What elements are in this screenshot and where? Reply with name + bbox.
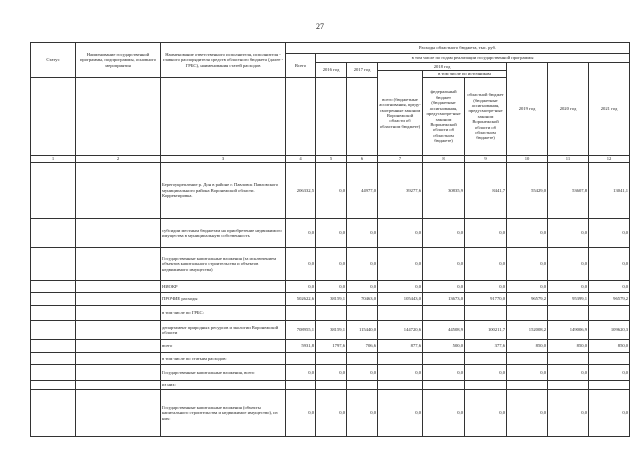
row-label: всего bbox=[161, 340, 286, 353]
table-row bbox=[31, 390, 630, 437]
table-row bbox=[31, 340, 630, 353]
column-number: 8 bbox=[423, 156, 465, 163]
value-cell: 109620,3 bbox=[589, 321, 630, 340]
value-cell: 0,0 bbox=[589, 281, 630, 293]
value-cell: 13673,0 bbox=[423, 293, 465, 306]
value-cell: 877,6 bbox=[378, 340, 423, 353]
column-number: 2 bbox=[76, 156, 161, 163]
value-cell bbox=[589, 306, 630, 321]
value-cell: 0,0 bbox=[286, 365, 316, 381]
value-cell: 708955,1 bbox=[286, 321, 316, 340]
column-number: 1 bbox=[31, 156, 76, 163]
header-total: Всего bbox=[286, 54, 316, 78]
header-year-2021: 2021 год bbox=[589, 63, 630, 156]
value-cell: 0,0 bbox=[548, 219, 589, 248]
row-label: Государственные капитальные вложения (за исключением объектов капитального строительства и объектов недвижимого имущества) bbox=[161, 248, 286, 281]
value-cell: 0,0 bbox=[423, 248, 465, 281]
value-cell: 152008,2 bbox=[507, 321, 548, 340]
value-cell: 0,0 bbox=[347, 248, 378, 281]
value-cell bbox=[347, 306, 378, 321]
value-cell: 100211,7 bbox=[465, 321, 507, 340]
value-cell: 0,0 bbox=[423, 365, 465, 381]
value-cell: 0,0 bbox=[378, 365, 423, 381]
value-cell: 105443,0 bbox=[378, 293, 423, 306]
value-cell: 0,0 bbox=[347, 390, 378, 437]
value-cell: 0,0 bbox=[507, 248, 548, 281]
value-cell: 0,0 bbox=[548, 248, 589, 281]
header-2018-federal: федеральный бюджет (бюджетные ассигнования, предусмотре-ные законом Воронежской области об областном бюджете) bbox=[423, 78, 465, 156]
column-number: 7 bbox=[378, 156, 423, 163]
value-cell bbox=[316, 381, 347, 390]
table-row bbox=[31, 293, 630, 306]
value-cell: 0,0 bbox=[347, 281, 378, 293]
value-cell bbox=[507, 381, 548, 390]
value-cell: 30835,9 bbox=[423, 163, 465, 219]
value-cell: 95399,1 bbox=[548, 293, 589, 306]
value-cell: 206332,5 bbox=[286, 163, 316, 219]
value-cell: 0,0 bbox=[465, 219, 507, 248]
column-number: 10 bbox=[507, 156, 548, 163]
value-cell: 0,0 bbox=[507, 281, 548, 293]
header-2018-regional: областной бюджет (бюджетные ассигнования, предусмотре-ные законом Воронежской области об областном бюджете) bbox=[465, 78, 507, 156]
value-cell bbox=[548, 381, 589, 390]
row-label: субсидии местным бюджетам на приобретение недвижимого имущества в муниципальную собственность bbox=[161, 219, 286, 248]
data-rows bbox=[31, 163, 630, 437]
row-label: в том числе по ГРБС: bbox=[161, 306, 286, 321]
row-label: Берегоукрепление р. Дон в районе г. Павловск Павловского муниципального района Воронежской области. Корректировка. bbox=[161, 163, 286, 219]
value-cell: 0,0 bbox=[286, 248, 316, 281]
value-cell: 0,0 bbox=[589, 248, 630, 281]
value-cell: 149006,9 bbox=[548, 321, 589, 340]
row-label: Государственные капитальные вложения (объекты капитального строительства и недвижимое имущество), из них: bbox=[161, 390, 286, 437]
value-cell: 0,0 bbox=[548, 390, 589, 437]
value-cell: 0,0 bbox=[423, 281, 465, 293]
value-cell bbox=[378, 306, 423, 321]
table-row bbox=[31, 321, 630, 340]
value-cell: 0,0 bbox=[316, 390, 347, 437]
value-cell: 0,0 bbox=[465, 365, 507, 381]
value-cell: 44977,0 bbox=[347, 163, 378, 219]
row-label: департамент природных ресурсов и экологии Воронежской области bbox=[161, 321, 286, 340]
value-cell: 38159,1 bbox=[316, 293, 347, 306]
value-cell: 0,0 bbox=[286, 219, 316, 248]
header-year-2016: 2016 год bbox=[316, 63, 347, 78]
row-label: из них: bbox=[161, 381, 286, 390]
header-status: Статус bbox=[31, 43, 76, 78]
value-cell: 144720,6 bbox=[378, 321, 423, 340]
header-executor-name: Наименование ответственного исполнителя, исполнителя - главного распорядителя средств областного бюджета (далее - ГРБС), наименования статей расходов bbox=[161, 43, 286, 78]
value-cell: 850,0 bbox=[589, 340, 630, 353]
value-cell: 850,0 bbox=[548, 340, 589, 353]
value-cell: 0,0 bbox=[316, 163, 347, 219]
value-cell: 0,0 bbox=[465, 248, 507, 281]
header-2018-sources: в том числе по источникам bbox=[423, 71, 507, 78]
value-cell bbox=[465, 306, 507, 321]
value-cell: 0,0 bbox=[589, 390, 630, 437]
value-cell: 502622,6 bbox=[286, 293, 316, 306]
value-cell: 500,0 bbox=[423, 340, 465, 353]
budget-table bbox=[30, 42, 630, 437]
value-cell: 0,0 bbox=[507, 390, 548, 437]
value-cell: 0,0 bbox=[316, 365, 347, 381]
value-cell: 91770,0 bbox=[465, 293, 507, 306]
table-row bbox=[31, 219, 630, 248]
value-cell: 0,0 bbox=[316, 219, 347, 248]
header-year-2020: 2020 год bbox=[548, 63, 589, 156]
value-cell: 96579,2 bbox=[507, 293, 548, 306]
value-cell: 0,0 bbox=[589, 365, 630, 381]
value-cell: 38159,1 bbox=[316, 321, 347, 340]
value-cell: 0,0 bbox=[286, 390, 316, 437]
value-cell bbox=[465, 353, 507, 365]
value-cell bbox=[548, 306, 589, 321]
value-cell: 0,0 bbox=[548, 365, 589, 381]
value-cell: 0,0 bbox=[347, 365, 378, 381]
value-cell: 96579,2 bbox=[589, 293, 630, 306]
value-cell bbox=[286, 353, 316, 365]
table-row bbox=[31, 163, 630, 219]
value-cell: 70463,0 bbox=[347, 293, 378, 306]
column-number: 4 bbox=[286, 156, 316, 163]
value-cell: 115440,0 bbox=[347, 321, 378, 340]
value-cell: 0,0 bbox=[286, 281, 316, 293]
value-cell bbox=[423, 353, 465, 365]
page-number: 27 bbox=[316, 22, 324, 31]
value-cell bbox=[347, 353, 378, 365]
table-row bbox=[31, 381, 630, 390]
value-cell bbox=[286, 381, 316, 390]
value-cell bbox=[316, 306, 347, 321]
header-year-2019: 2019 год bbox=[507, 63, 548, 156]
value-cell: 1797,6 bbox=[316, 340, 347, 353]
header-by-years: в том числе по годам реализации государственной программы bbox=[316, 54, 630, 63]
value-cell: 0,0 bbox=[378, 219, 423, 248]
value-cell bbox=[507, 353, 548, 365]
header-2018-all: всего (бюджетные ассигнования, преду-смотренные законом Воронежской области об областном бюджете) bbox=[378, 71, 423, 156]
row-label: ПРОЧИЕ расходы bbox=[161, 293, 286, 306]
value-cell: 0,0 bbox=[378, 390, 423, 437]
value-cell: 44508,9 bbox=[423, 321, 465, 340]
value-cell: 377,6 bbox=[465, 340, 507, 353]
value-cell: 0,0 bbox=[507, 365, 548, 381]
column-number: 3 bbox=[161, 156, 286, 163]
row-label: Государственные капитальные вложения, всего bbox=[161, 365, 286, 381]
table-row bbox=[31, 306, 630, 321]
value-cell bbox=[316, 353, 347, 365]
value-cell: 0,0 bbox=[507, 219, 548, 248]
column-number: 9 bbox=[465, 156, 507, 163]
value-cell bbox=[589, 353, 630, 365]
value-cell: 0,0 bbox=[316, 248, 347, 281]
value-cell: 5931,8 bbox=[286, 340, 316, 353]
header-program-name: Наименование государственной программы, подпрограммы, основного мероприятия bbox=[76, 43, 161, 78]
value-cell: 0,0 bbox=[465, 390, 507, 437]
value-cell: 0,0 bbox=[378, 248, 423, 281]
value-cell: 0,0 bbox=[589, 219, 630, 248]
value-cell bbox=[378, 353, 423, 365]
value-cell bbox=[589, 381, 630, 390]
header-expenses-title: Расходы областного бюджета, тыс. руб. bbox=[286, 43, 630, 54]
value-cell: 0,0 bbox=[316, 281, 347, 293]
table-row bbox=[31, 248, 630, 281]
value-cell: 850,0 bbox=[507, 340, 548, 353]
value-cell bbox=[423, 306, 465, 321]
value-cell: 0,0 bbox=[347, 219, 378, 248]
value-cell: 53607,8 bbox=[548, 163, 589, 219]
value-cell bbox=[378, 381, 423, 390]
header-year-2017: 2017 год bbox=[347, 63, 378, 78]
row-label: НИОКР bbox=[161, 281, 286, 293]
value-cell: 55429,0 bbox=[507, 163, 548, 219]
column-number: 6 bbox=[347, 156, 378, 163]
value-cell bbox=[548, 353, 589, 365]
value-cell bbox=[423, 381, 465, 390]
value-cell: 0,0 bbox=[465, 281, 507, 293]
value-cell: 39277,6 bbox=[378, 163, 423, 219]
value-cell bbox=[347, 381, 378, 390]
column-number: 12 bbox=[589, 156, 630, 163]
value-cell bbox=[465, 381, 507, 390]
header-year-2018: 2018 год bbox=[378, 63, 507, 71]
table-row bbox=[31, 365, 630, 381]
column-number-row bbox=[31, 156, 630, 163]
value-cell: 8441,7 bbox=[465, 163, 507, 219]
value-cell bbox=[286, 306, 316, 321]
column-number: 11 bbox=[548, 156, 589, 163]
value-cell: 13041,1 bbox=[589, 163, 630, 219]
value-cell: 706,6 bbox=[347, 340, 378, 353]
table-row bbox=[31, 353, 630, 365]
table-row bbox=[31, 281, 630, 293]
column-number: 5 bbox=[316, 156, 347, 163]
value-cell: 0,0 bbox=[378, 281, 423, 293]
value-cell bbox=[507, 306, 548, 321]
value-cell: 0,0 bbox=[423, 390, 465, 437]
row-label: в том числе по статьям расходов: bbox=[161, 353, 286, 365]
value-cell: 0,0 bbox=[548, 281, 589, 293]
value-cell: 0,0 bbox=[423, 219, 465, 248]
